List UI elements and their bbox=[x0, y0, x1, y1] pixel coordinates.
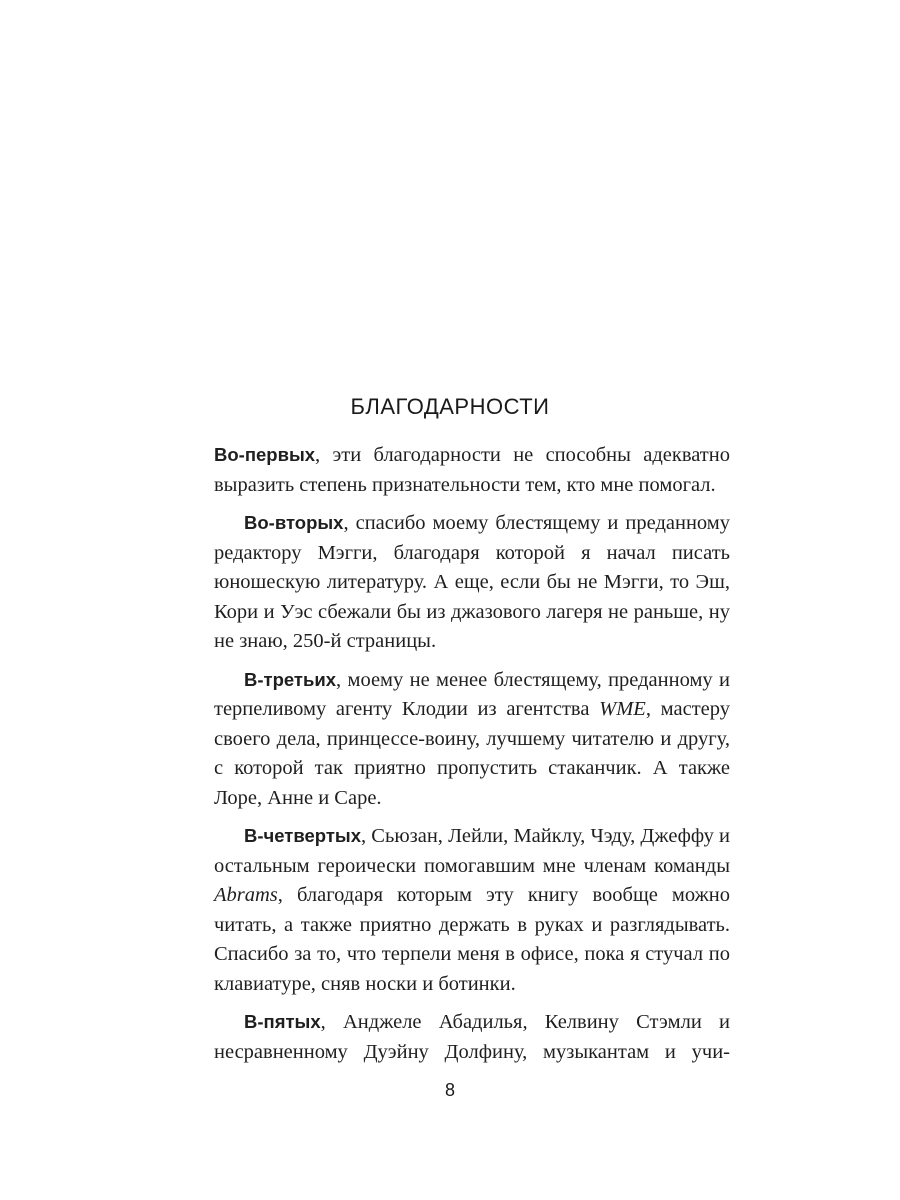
paragraph-text: , эти благодарности не способны адекватно выразить степень признательности тем, кто мне помогал. bbox=[214, 444, 730, 496]
paragraph-fourth bbox=[214, 821, 730, 999]
paragraph-second bbox=[214, 508, 730, 657]
paragraph-lead: Во-первых bbox=[214, 444, 316, 465]
acknowledgements-body bbox=[214, 440, 730, 1075]
paragraph-lead: В-четвертых bbox=[244, 825, 361, 846]
paragraph-lead: В-третьих bbox=[244, 668, 337, 690]
paragraph-text: , Сьюзан, Лейли, Майклу, Чэду, Джеффу и остальным героически помогавшим мне членам команды bbox=[214, 825, 730, 877]
paragraph-fifth bbox=[214, 1007, 730, 1067]
paragraph-text: , мастеру своего дела, принцессе-воину, лучшему читателю и другу, с которой так приятно пропустить стаканчик. А также Лоре, Анне и Саре. bbox=[214, 698, 730, 809]
paragraph-lead: В-пятых bbox=[244, 1011, 321, 1032]
paragraph-text: , благодаря которым эту книгу вообще можно читать, а также приятно держать в руках и разглядывать. Спасибо за то, что терпели меня в офисе, пока я стучал по клавиатуре, сняв носки и ботинки. bbox=[214, 884, 730, 995]
paragraph-lead: Во-вторых bbox=[244, 512, 344, 533]
publisher-name: Abrams bbox=[214, 884, 278, 906]
paragraph-first bbox=[214, 440, 730, 500]
paragraph-text: , спасибо моему блестящему и преданному редактору Мэгги, благодаря которой я начал писать юношескую литературу. А еще, если бы не Мэгги, то Эш, Кори и Уэс сбежали бы из джазового лагеря не раньше, ну не знаю, 250-й страницы. bbox=[214, 512, 730, 652]
agency-name: WME bbox=[599, 698, 646, 720]
page-number: 8 bbox=[444, 1080, 455, 1100]
paragraph-third bbox=[214, 665, 730, 814]
page-title: БЛАГОДАРНОСТИ bbox=[350, 394, 550, 419]
paragraph-text: , моему не менее блестящему, преданному и терпеливому агенту Клодии из агентства bbox=[214, 668, 730, 720]
paragraph-text: , Анджеле Абадилья, Келвину Стэмли и несравненному Дуэйну Долфину, музыкантам и учи- bbox=[214, 1011, 730, 1063]
